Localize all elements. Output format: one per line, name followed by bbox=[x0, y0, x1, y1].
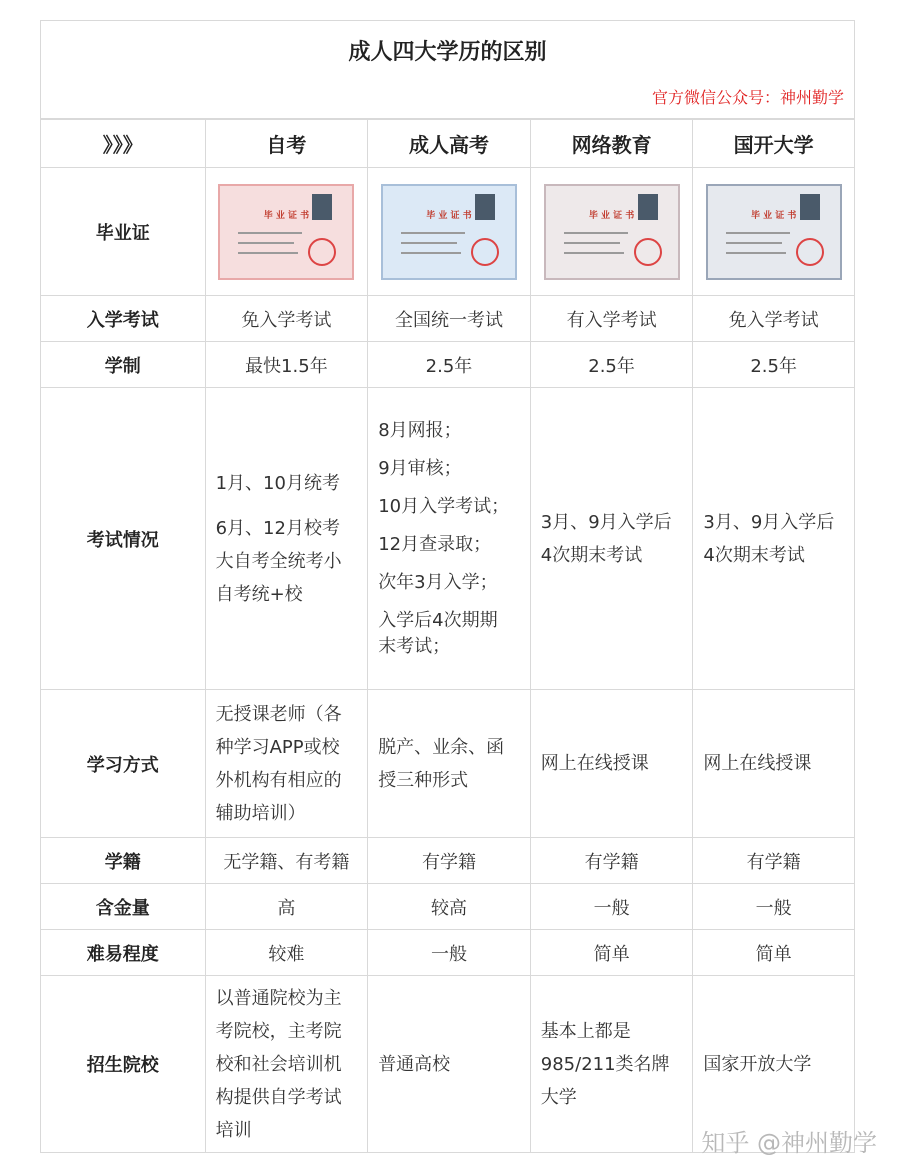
table-cell: 一般 bbox=[367, 930, 530, 975]
table-cell: 以普通院校为主 考院校，主考院 校和社会培训机 构提供自学考试 培训 bbox=[205, 976, 368, 1152]
certificate-image-chenggao: 毕 业 证 书 bbox=[381, 184, 517, 280]
row-label: 考试情况 bbox=[86, 529, 159, 551]
row-label: 难易程度 bbox=[86, 943, 159, 965]
cert-cell bbox=[530, 168, 693, 295]
header-guokai: 国开大学 bbox=[692, 120, 854, 167]
study-row bbox=[41, 689, 854, 837]
table-cell: 有学籍 bbox=[530, 838, 693, 883]
table-cell: 1月、10月统考 6月、12月校考 大自考全统考小 自考统+校 bbox=[205, 388, 368, 689]
table-row bbox=[41, 295, 854, 341]
table-cell: 高 bbox=[205, 884, 368, 929]
table-cell: 较高 bbox=[367, 884, 530, 929]
row-label: 入学考试 bbox=[86, 309, 159, 331]
table-cell: 无授课老师（各 种学习APP或校 外机构有相应的 辅助培训） bbox=[205, 690, 368, 837]
certificate-image-guokai: 毕 业 证 书 bbox=[706, 184, 842, 280]
table-cell: 网上在线授课 bbox=[530, 690, 693, 837]
header-wangluo: 网络教育 bbox=[530, 120, 693, 167]
table-cell: 无学籍、有考籍 bbox=[205, 838, 368, 883]
page-title: 成人四大学历的区别 bbox=[348, 40, 547, 65]
table-row bbox=[41, 837, 854, 883]
table-cell: 网上在线授课 bbox=[692, 690, 854, 837]
table-cell: 简单 bbox=[530, 930, 693, 975]
row-label: 学籍 bbox=[104, 851, 141, 873]
certificate-row bbox=[41, 167, 854, 295]
cert-cell bbox=[205, 168, 368, 295]
table-cell: 3月、9月入学后 4次期末考试 bbox=[530, 388, 693, 689]
table-title-area bbox=[41, 21, 854, 119]
table-cell: 3月、9月入学后 4次期末考试 bbox=[692, 388, 854, 689]
table-cell: 全国统一考试 bbox=[367, 296, 530, 341]
row-label: 含金量 bbox=[95, 897, 150, 919]
table-cell: 8月网报； 9月审核； 10月入学考试； 12月查录取； 次年3月入学； 入学后4次期期 末考试； bbox=[367, 388, 530, 689]
table-cell: 有入学考试 bbox=[530, 296, 693, 341]
comparison-table bbox=[40, 20, 855, 1153]
header-corner: 》》》 bbox=[102, 133, 143, 157]
table-cell: 2.5年 bbox=[367, 342, 530, 387]
row-label: 毕业证 bbox=[95, 222, 150, 244]
table-cell: 一般 bbox=[530, 884, 693, 929]
table-row bbox=[41, 883, 854, 929]
table-cell: 简单 bbox=[692, 930, 854, 975]
cert-cell bbox=[692, 168, 854, 295]
table-row bbox=[41, 341, 854, 387]
cert-cell bbox=[367, 168, 530, 295]
header-zikao: 自考 bbox=[205, 120, 368, 167]
table-cell: 免入学考试 bbox=[205, 296, 368, 341]
row-label: 招生院校 bbox=[86, 1055, 159, 1076]
exam-row bbox=[41, 387, 854, 689]
official-account-note: 官方微信公众号：神州勤学 bbox=[651, 88, 844, 107]
row-label: 学制 bbox=[104, 355, 141, 377]
table-cell: 基本上都是 985/211类名牌 大学 bbox=[530, 976, 693, 1152]
table-cell: 2.5年 bbox=[692, 342, 854, 387]
table-cell: 有学籍 bbox=[367, 838, 530, 883]
table-cell: 普通高校 bbox=[367, 976, 530, 1152]
table-cell: 有学籍 bbox=[692, 838, 854, 883]
table-cell: 一般 bbox=[692, 884, 854, 929]
table-cell: 免入学考试 bbox=[692, 296, 854, 341]
table-row bbox=[41, 929, 854, 975]
row-label: 学习方式 bbox=[86, 754, 159, 776]
table-cell: 较难 bbox=[205, 930, 368, 975]
certificate-image-zikao: 毕 业 证 书 bbox=[218, 184, 354, 280]
table-cell: 2.5年 bbox=[530, 342, 693, 387]
header-row bbox=[41, 119, 854, 167]
zhihu-watermark: 知乎 @神州勤学 bbox=[701, 1129, 877, 1157]
table-cell: 最快1.5年 bbox=[205, 342, 368, 387]
certificate-image-wangluo: 毕 业 证 书 bbox=[544, 184, 680, 280]
table-cell: 脱产、业余、函 授三种形式 bbox=[367, 690, 530, 837]
header-chenggao: 成人高考 bbox=[367, 120, 530, 167]
table-cell: 国家开放大学 bbox=[692, 976, 854, 1152]
